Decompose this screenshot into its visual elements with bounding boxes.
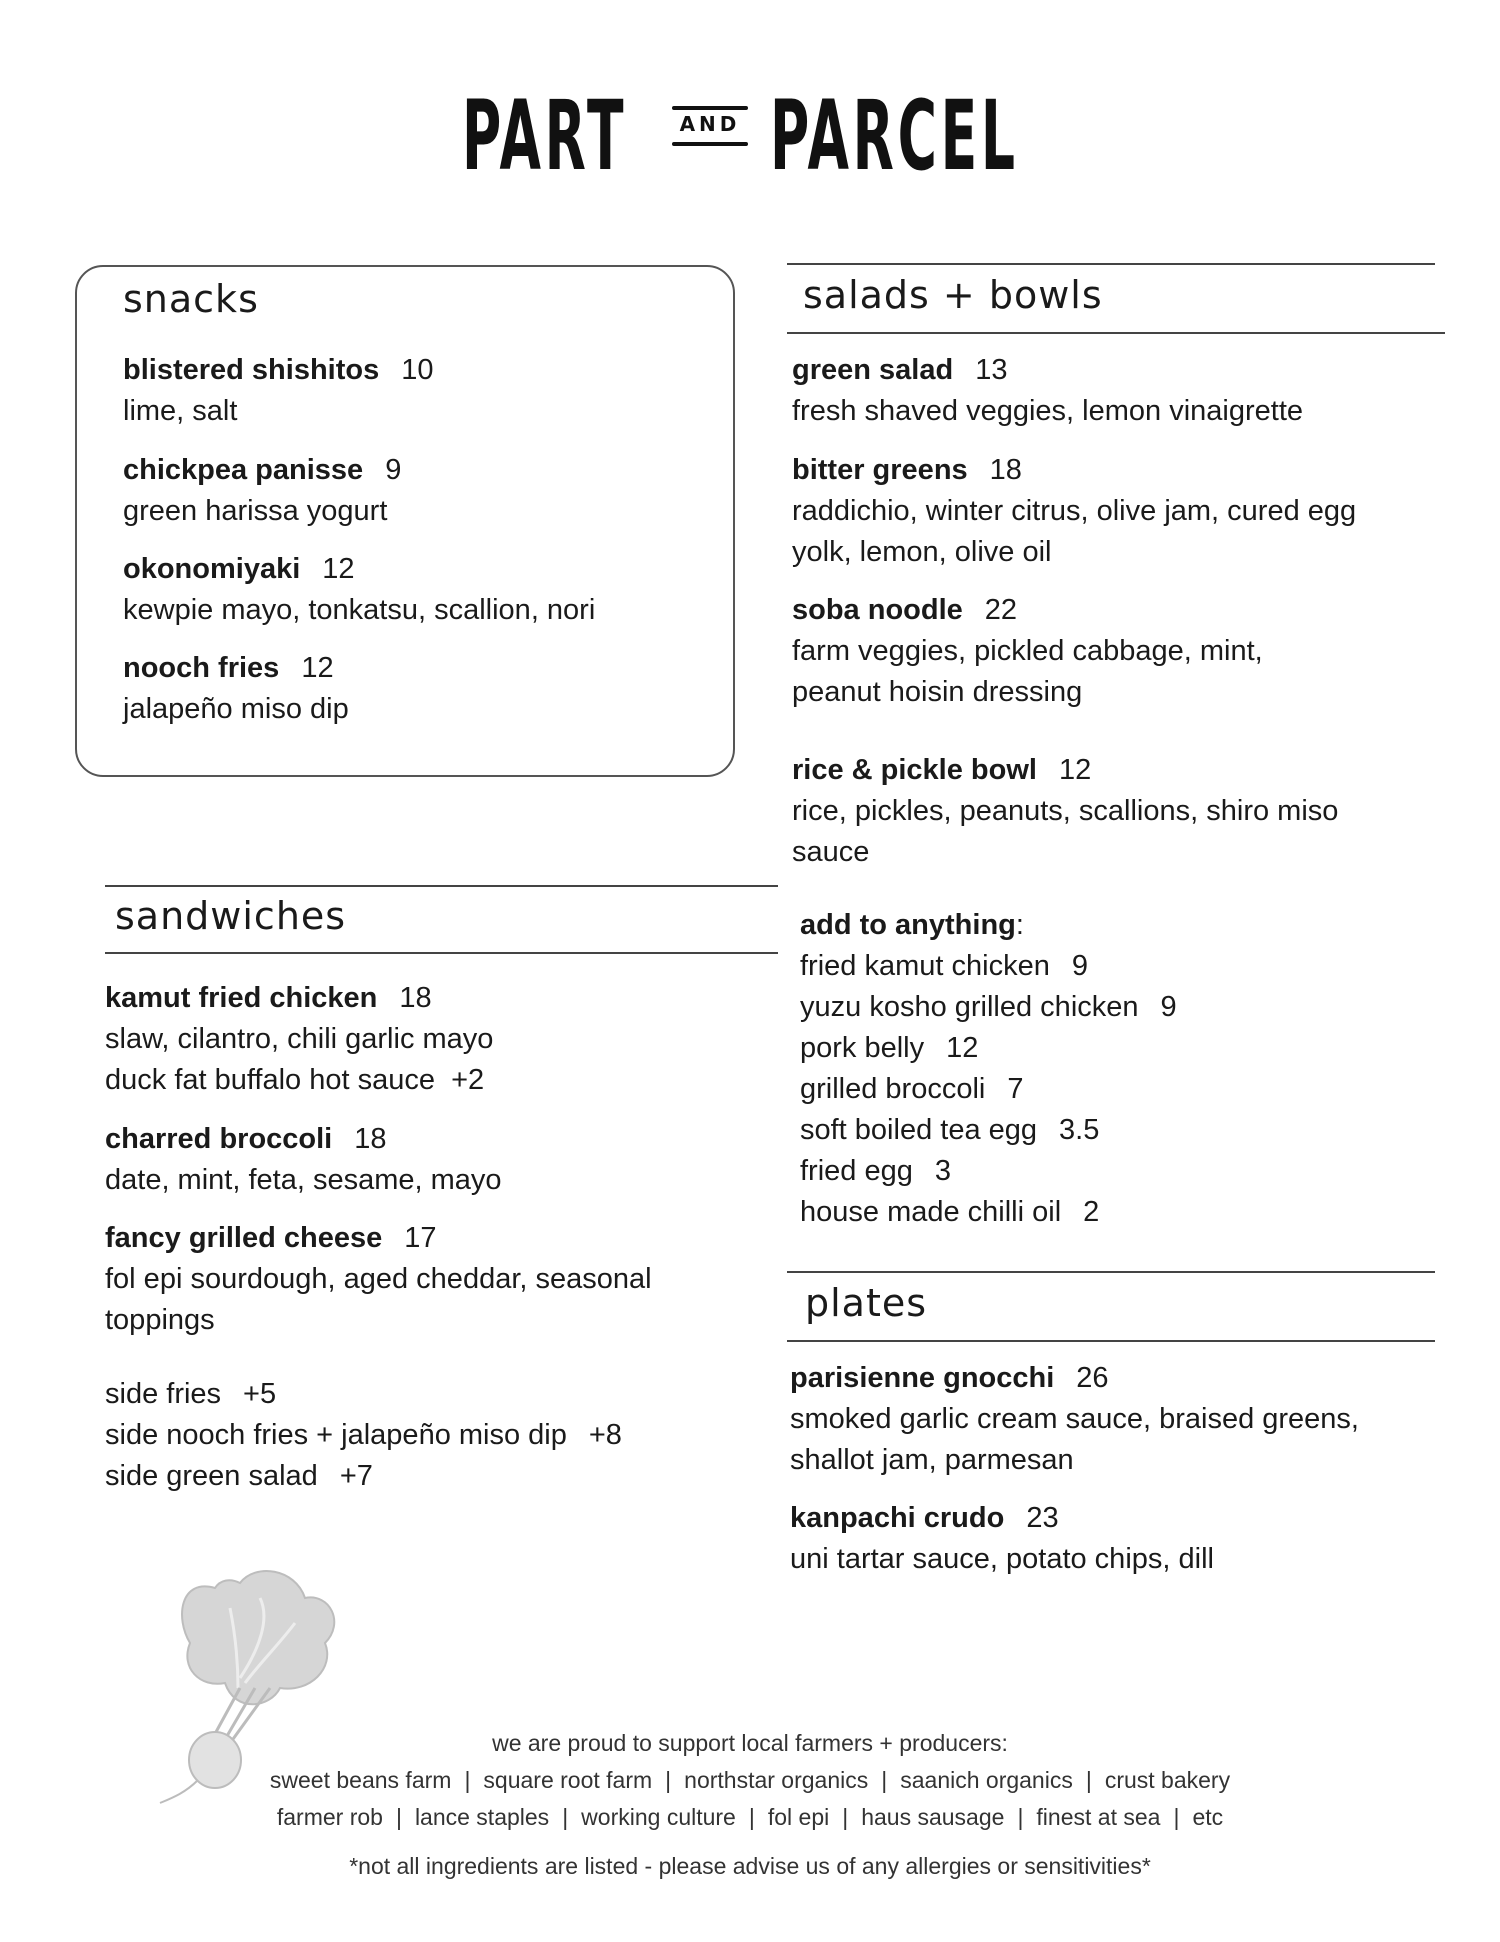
producer-name: saanich organics [900, 1767, 1073, 1793]
separator: | [842, 1804, 849, 1830]
plates-rule-bottom [787, 1340, 1435, 1342]
producer-name: square root farm [483, 1767, 653, 1793]
addon-label: house made chilli oil [800, 1196, 1062, 1228]
item-description: shallot jam, parmesan [790, 1444, 1074, 1476]
salads-rule-top [787, 263, 1435, 265]
brand-and-rule-bottom [672, 142, 748, 146]
addon-label: grilled broccoli [800, 1073, 986, 1105]
salads-rule-bottom [787, 332, 1445, 334]
side-price: +5 [243, 1378, 277, 1410]
producer-row [0, 1799, 1500, 1836]
item-name: green salad [792, 354, 954, 386]
side-label: side green salad [105, 1460, 318, 1492]
producer-name: finest at sea [1036, 1804, 1161, 1830]
item-name: kanpachi crudo [790, 1502, 1005, 1534]
item-description: sauce [792, 836, 870, 868]
footer [0, 1725, 1500, 1885]
item-description: fol epi sourdough, aged cheddar, seasonal [105, 1263, 652, 1295]
menu-item [792, 750, 1442, 873]
plates-title: plates [805, 1281, 928, 1325]
separator: | [562, 1804, 569, 1830]
item-price: 18 [354, 1123, 387, 1155]
addon-label: pork belly [800, 1032, 925, 1064]
item-name: kamut fried chicken [105, 982, 378, 1014]
addons-list [800, 905, 1440, 1233]
side-item [105, 1456, 785, 1497]
item-description: rice, pickles, peanuts, scallions, shiro miso [792, 795, 1339, 827]
menu-item [123, 648, 723, 730]
item-description: duck fat buffalo hot sauce +2 [105, 1064, 485, 1096]
separator: | [395, 1804, 402, 1830]
producer-name: working culture [581, 1804, 736, 1830]
separator: | [1085, 1767, 1092, 1793]
item-name: soba noodle [792, 594, 963, 626]
item-price: 18 [399, 982, 432, 1014]
menu-item [105, 1119, 785, 1201]
menu-item [792, 350, 1442, 432]
item-name: blistered shishitos [123, 354, 380, 386]
salads-title: salads + bowls [803, 273, 1103, 317]
item-description: fresh shaved veggies, lemon vinaigrette [792, 395, 1304, 427]
item-description: raddichio, winter citrus, olive jam, cured egg [792, 495, 1357, 527]
item-price: 17 [404, 1222, 437, 1254]
item-name: bitter greens [792, 454, 968, 486]
producer-name: etc [1192, 1804, 1224, 1830]
item-price: 22 [984, 594, 1018, 626]
item-price: 13 [975, 354, 1008, 386]
addon-item [800, 1028, 1440, 1069]
producer-name: farmer rob [276, 1804, 383, 1830]
addon-item [800, 946, 1440, 987]
sandwiches-title: sandwiches [115, 894, 347, 938]
sides-list [105, 1374, 785, 1497]
menu-item [105, 978, 785, 1101]
brand-word-parcel: PARCEL [770, 80, 1019, 192]
snacks-title: snacks [123, 277, 259, 321]
producer-row [0, 1762, 1500, 1799]
addon-label: fried egg [800, 1155, 913, 1187]
addon-label: fried kamut chicken [800, 950, 1050, 982]
side-label: side nooch fries + jalapeño miso dip [105, 1419, 567, 1451]
side-item [105, 1415, 785, 1456]
addon-item [800, 987, 1440, 1028]
separator: | [881, 1767, 888, 1793]
item-name: rice & pickle bowl [792, 754, 1037, 786]
item-description: smoked garlic cream sauce, braised greens, [790, 1403, 1359, 1435]
addon-price: 12 [946, 1032, 979, 1064]
item-description: peanut hoisin dressing [792, 676, 1083, 708]
item-price: 10 [401, 354, 434, 386]
addon-item [800, 1110, 1440, 1151]
footer-intro: we are proud to support local farmers + producers: [492, 1730, 1008, 1756]
item-description: yolk, lemon, olive oil [792, 536, 1052, 568]
separator: | [665, 1767, 672, 1793]
item-price: 26 [1076, 1362, 1109, 1394]
item-description: green harissa yogurt [123, 495, 388, 527]
item-name: parisienne gnocchi [790, 1362, 1055, 1394]
item-description: toppings [105, 1304, 215, 1336]
addon-label: yuzu kosho grilled chicken [800, 991, 1139, 1023]
item-price: 12 [322, 553, 355, 585]
item-description: uni tartar sauce, potato chips, dill [790, 1543, 1214, 1575]
item-name: nooch fries [123, 652, 280, 684]
separator: | [748, 1804, 755, 1830]
brand-logo [0, 50, 1500, 200]
item-description: slaw, cilantro, chili garlic mayo [105, 1023, 494, 1055]
addons-title: add to anything [800, 909, 1016, 941]
menu-item [790, 1358, 1450, 1481]
addon-item [800, 1192, 1440, 1233]
menu-item [792, 590, 1442, 713]
plates-rule-top [787, 1271, 1435, 1273]
addon-item [800, 1151, 1440, 1192]
side-price: +8 [588, 1419, 622, 1451]
separator: | [1017, 1804, 1024, 1830]
brand-and-rule-top [672, 106, 748, 110]
producer-name: haus sausage [861, 1804, 1005, 1830]
addon-label: soft boiled tea egg [800, 1114, 1038, 1146]
item-price: 23 [1026, 1502, 1059, 1534]
side-price: +7 [339, 1460, 373, 1492]
menu-item [123, 350, 723, 432]
sandwiches-rule-bottom [105, 952, 778, 954]
item-name: okonomiyaki [123, 553, 301, 585]
side-item [105, 1374, 785, 1415]
menu-item [123, 450, 723, 532]
menu-item [790, 1498, 1450, 1580]
item-description: farm veggies, pickled cabbage, mint, [792, 635, 1263, 667]
side-label: side fries [105, 1378, 222, 1410]
addon-price: 2 [1083, 1196, 1100, 1228]
item-name: charred broccoli [105, 1123, 333, 1155]
item-description: date, mint, feta, sesame, mayo [105, 1164, 502, 1196]
item-price: 18 [989, 454, 1022, 486]
addons-heading: add to anything: [800, 909, 1024, 941]
item-price: 12 [301, 652, 334, 684]
producer-name: lance staples [414, 1804, 550, 1830]
item-name: chickpea panisse [123, 454, 364, 486]
addon-price: 9 [1160, 991, 1177, 1023]
separator: | [464, 1767, 471, 1793]
sandwiches-rule-top [105, 885, 778, 887]
menu-item [123, 549, 723, 631]
allergy-disclaimer: *not all ingredients are listed - please advise us of any allergies or sensitivities* [349, 1853, 1151, 1879]
separator: | [1173, 1804, 1180, 1830]
producer-name: crust bakery [1104, 1767, 1231, 1793]
brand-word-and: AND [679, 112, 741, 136]
addon-price: 3 [934, 1155, 951, 1187]
producer-name: fol epi [767, 1804, 830, 1830]
addon-item [800, 1069, 1440, 1110]
item-price: 12 [1058, 754, 1092, 786]
brand-word-part: PART [462, 80, 628, 192]
item-description: jalapeño miso dip [123, 693, 349, 725]
menu-item [105, 1218, 785, 1341]
addon-price: 7 [1007, 1073, 1024, 1105]
menu-item [792, 450, 1442, 573]
item-description: kewpie mayo, tonkatsu, scallion, nori [123, 594, 596, 626]
addon-price: 9 [1071, 950, 1088, 982]
producer-name: northstar organics [684, 1767, 869, 1793]
producer-name: sweet beans farm [269, 1767, 452, 1793]
item-name: fancy grilled cheese [105, 1222, 383, 1254]
addon-price: 3.5 [1059, 1114, 1100, 1146]
item-price: 9 [385, 454, 402, 486]
item-description: lime, salt [123, 395, 238, 427]
